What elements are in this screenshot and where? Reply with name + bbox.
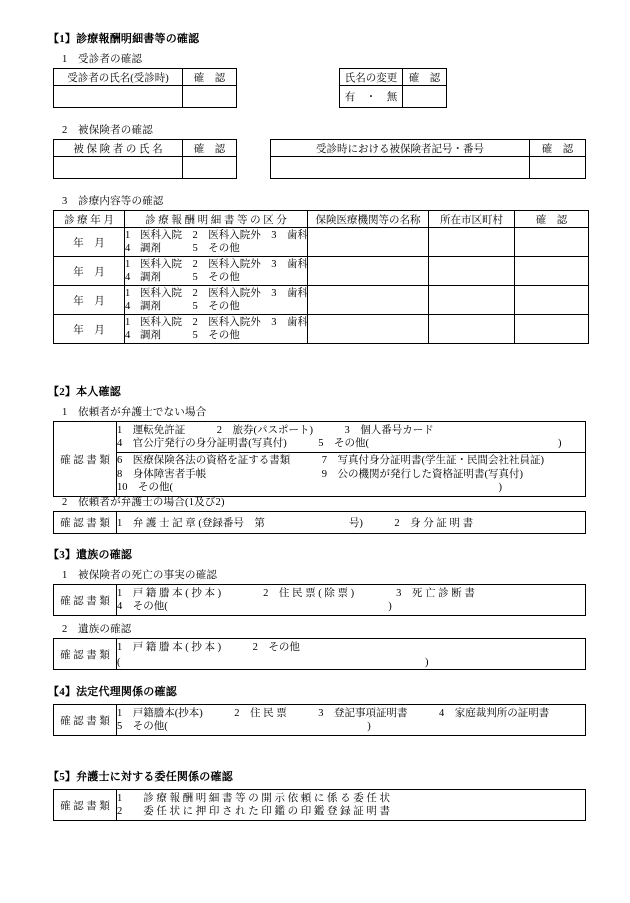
section-4-heading: 【4】法定代理関係の確認 xyxy=(48,686,177,698)
cell-death-fact-documents[interactable] xyxy=(117,585,586,616)
sub-label: 被保険者の死亡の事実の確認 xyxy=(78,570,218,581)
cell-institution-name[interactable] xyxy=(308,286,429,315)
insured-name-table xyxy=(53,139,237,179)
cell-check[interactable] xyxy=(515,286,589,315)
category-line-1: 1 医科入院 2 医科入院外 3 歯科 xyxy=(125,258,308,270)
section-1-heading: 【1】診療報酬明細書等の確認 xyxy=(48,33,200,45)
table-row xyxy=(54,422,586,453)
sub-label: 遺族の確認 xyxy=(78,624,132,635)
table-row xyxy=(54,453,586,497)
section-2-sub-1 xyxy=(62,404,206,419)
cell-institution-name[interactable] xyxy=(308,228,429,257)
doc-line-4: 8 身体障害者手帳 9 公の機関が発行した資格証明書(写真付) xyxy=(117,468,523,480)
section-2-heading: 【2】本人確認 xyxy=(48,386,121,398)
header-treatment-month: 診 療 年 月 xyxy=(54,211,125,228)
section-2-title xyxy=(48,383,121,399)
cell-receipt-category[interactable] xyxy=(125,228,308,257)
table-row xyxy=(54,157,237,179)
legal-representative-documents-table xyxy=(53,704,586,736)
label-confirmation-documents: 確 認 書 類 xyxy=(54,585,117,616)
table-row xyxy=(54,286,589,315)
sub-number: 1 xyxy=(62,54,68,65)
header-check: 確 認 xyxy=(515,211,589,228)
cell-treatment-month[interactable]: 年 月 xyxy=(54,315,125,344)
label-confirmation-documents: 確 認 書 類 xyxy=(54,790,117,821)
cell-city[interactable] xyxy=(429,286,515,315)
doc-line-1: 1 診 療 報 酬 明 細 書 等 の 開 示 依 頼 に 係 る 委 任 状 xyxy=(117,792,390,804)
section-3-title xyxy=(48,546,132,562)
cell-delegation-documents[interactable] xyxy=(117,790,586,821)
cell-patient-name[interactable] xyxy=(54,86,183,108)
cell-check[interactable] xyxy=(530,157,586,179)
header-insured-symbol-number: 受診時における被保険者記号・番号 xyxy=(271,140,530,157)
table-header-row xyxy=(54,140,237,157)
sub-number: 1 xyxy=(62,407,68,418)
section-5-title xyxy=(48,768,233,784)
sub-label: 被保険者の確認 xyxy=(78,125,153,136)
section-3-sub-1 xyxy=(62,567,217,582)
cell-lawyer-documents[interactable]: 1 弁 護 士 記 章 (登録番号 第 号) 2 身 分 証 明 書 xyxy=(117,512,586,534)
category-line-2: 4 調剤 5 その他 xyxy=(125,272,240,283)
table-row xyxy=(271,157,586,179)
sub-number: 2 xyxy=(62,497,68,508)
cell-treatment-month[interactable]: 年 月 xyxy=(54,228,125,257)
cell-check[interactable] xyxy=(515,315,589,344)
header-name-change: 氏名の変更 xyxy=(340,69,403,86)
doc-line-1: 1 運転免許証 2 旅券(パスポート) 3 個人番号カード xyxy=(117,424,434,436)
cell-check[interactable] xyxy=(515,228,589,257)
header-check: 確 認 xyxy=(183,140,237,157)
identity-documents-table xyxy=(53,421,586,497)
sub-label: 診療内容等の確認 xyxy=(78,196,164,207)
sub-number: 2 xyxy=(62,125,68,136)
cell-insured-name[interactable] xyxy=(54,157,183,179)
cell-identity-documents-6-10[interactable] xyxy=(117,453,586,497)
category-line-2: 4 調剤 5 その他 xyxy=(125,330,240,341)
doc-line-2: 2 委 任 状 に 押 印 さ れ た 印 鑑 の 印 鑑 登 録 証 明 書 xyxy=(117,806,390,817)
section-1-sub-1 xyxy=(62,51,142,66)
treatment-details-table xyxy=(53,210,589,344)
label-confirmation-documents: 確 認 書 類 xyxy=(54,422,117,497)
label-confirmation-documents: 確 認 書 類 xyxy=(54,512,117,534)
category-line-1: 1 医科入院 2 医科入院外 3 歯科 xyxy=(125,229,308,241)
sub-number: 3 xyxy=(62,196,68,207)
section-1-title xyxy=(48,30,199,46)
label-confirmation-documents: 確 認 書 類 xyxy=(54,639,117,670)
header-check: 確 認 xyxy=(183,69,237,86)
cell-institution-name[interactable] xyxy=(308,257,429,286)
table-row xyxy=(54,512,586,534)
category-line-2: 4 調剤 5 その他 xyxy=(125,243,240,254)
table-row xyxy=(54,705,586,736)
cell-city[interactable] xyxy=(429,315,515,344)
doc-line-1: 1 戸 籍 謄 本 ( 抄 本 ) 2 住 民 票 ( 除 票 ) 3 死 亡 診 断 書 xyxy=(117,587,475,599)
category-line-1: 1 医科入院 2 医科入院外 3 歯科 xyxy=(125,316,308,328)
section-5-heading: 【5】弁護士に対する委任関係の確認 xyxy=(48,771,233,783)
table-row xyxy=(54,228,589,257)
doc-line-5: 10 その他( ) xyxy=(117,482,502,494)
cell-treatment-month[interactable]: 年 月 xyxy=(54,286,125,315)
table-header-row xyxy=(340,69,447,86)
cell-check[interactable] xyxy=(183,157,237,179)
cell-check[interactable] xyxy=(183,86,237,108)
patient-name-table xyxy=(53,68,237,108)
table-row xyxy=(340,86,447,108)
sub-number: 1 xyxy=(62,570,68,581)
section-1-sub-2 xyxy=(62,122,153,137)
lawyer-documents-table xyxy=(53,511,586,534)
header-city: 所在市区町村 xyxy=(429,211,515,228)
bereaved-documents-table xyxy=(53,638,586,670)
header-check: 確 認 xyxy=(530,140,586,157)
table-row xyxy=(54,790,586,821)
sub-label: 依頼者が弁護士の場合(1及び2) xyxy=(78,497,225,508)
header-check: 確 認 xyxy=(403,69,447,86)
cell-insured-symbol-number[interactable] xyxy=(271,157,530,179)
cell-city[interactable] xyxy=(429,257,515,286)
category-line-1: 1 医科入院 2 医科入院外 3 歯科 xyxy=(125,287,308,299)
cell-receipt-category[interactable] xyxy=(125,286,308,315)
cell-check[interactable] xyxy=(403,86,447,108)
section-2-sub-2 xyxy=(62,494,225,509)
cell-name-change-options[interactable]: 有 ・ 無 xyxy=(340,86,403,108)
section-3-sub-2 xyxy=(62,621,132,636)
table-header-row xyxy=(54,69,237,86)
table-row xyxy=(54,257,589,286)
doc-line-2: 4 その他( ) xyxy=(117,601,392,612)
header-insured-name: 被 保 険 者 の 氏 名 xyxy=(54,140,183,157)
table-header-row xyxy=(271,140,586,157)
header-receipt-category: 診 療 報 酬 明 細 書 等 の 区 分 xyxy=(125,211,308,228)
table-row xyxy=(54,315,589,344)
cell-receipt-category[interactable] xyxy=(125,257,308,286)
cell-bereaved-documents[interactable]: 1 戸 籍 謄 本 ( 抄 本 ) 2 その他( ) xyxy=(117,639,586,670)
section-4-title xyxy=(48,683,177,699)
table-row xyxy=(54,585,586,616)
cell-city[interactable] xyxy=(429,228,515,257)
doc-line-1: 1 戸籍謄本(抄本) 2 住 民 票 3 登記事項証明書 4 家庭裁判所の証明書 xyxy=(117,707,550,719)
cell-treatment-month[interactable]: 年 月 xyxy=(54,257,125,286)
sub-label: 受診者の確認 xyxy=(78,54,143,65)
header-institution-name: 保険医療機関等の名称 xyxy=(308,211,429,228)
doc-line-3: 6 医療保険各法の資格を証する書類 7 写真付身分証明書(学生証・民間会社社員証) xyxy=(117,455,544,467)
table-row xyxy=(54,639,586,670)
table-header-row xyxy=(54,211,589,228)
table-row xyxy=(54,86,237,108)
sub-number: 2 xyxy=(62,624,68,635)
header-patient-name: 受診者の氏名(受診時) xyxy=(54,69,183,86)
delegation-documents-table xyxy=(53,789,586,821)
cell-receipt-category[interactable] xyxy=(125,315,308,344)
category-line-2: 4 調剤 5 その他 xyxy=(125,301,240,312)
sub-label: 依頼者が弁護士でない場合 xyxy=(78,407,207,418)
insured-symbol-number-table xyxy=(270,139,586,179)
doc-line-2: 4 官公庁発行の身分証明書(写真付) 5 その他( ) xyxy=(117,438,562,449)
cell-institution-name[interactable] xyxy=(308,315,429,344)
cell-identity-documents-1-5[interactable] xyxy=(117,422,586,453)
section-1-sub-3 xyxy=(62,193,164,208)
section-3-heading: 【3】遺族の確認 xyxy=(48,549,133,561)
doc-line-2: 5 その他( ) xyxy=(117,721,371,732)
cell-legal-representative-documents[interactable] xyxy=(117,705,586,736)
name-change-table xyxy=(339,68,447,108)
death-fact-documents-table xyxy=(53,584,586,616)
label-confirmation-documents: 確 認 書 類 xyxy=(54,705,117,736)
cell-check[interactable] xyxy=(515,257,589,286)
